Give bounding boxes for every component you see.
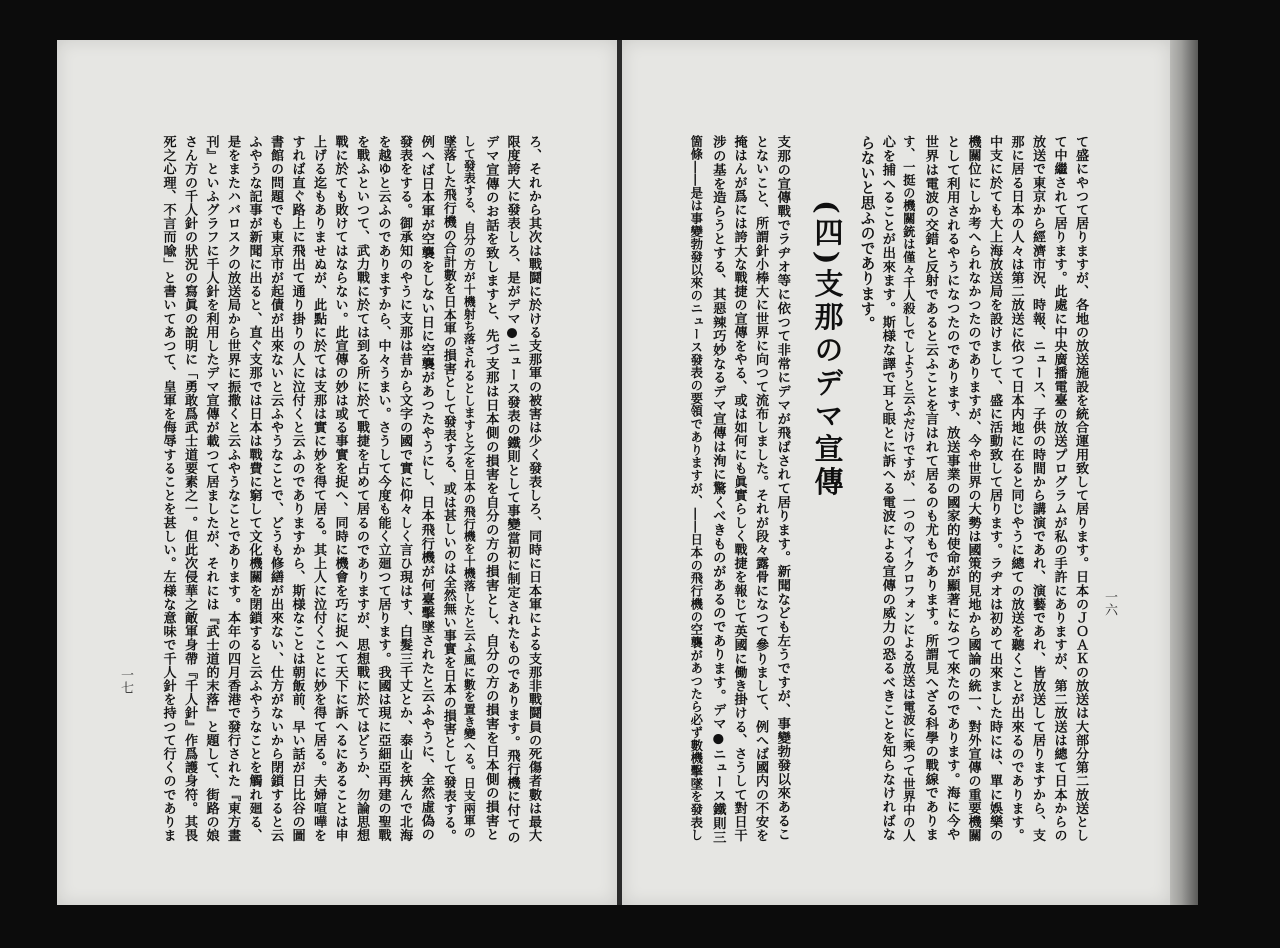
text-line: 世界は電波の交錯と反射であると云ふことを言はれて居るのも尤もであります。所謂見へざる科學の戰線でありま	[922, 135, 939, 842]
text-line: 那に居る日本の人々は第二放送に依つて日本内地に在ると同じやうに總ての放送を聽くことが出來るのであります。	[1008, 135, 1024, 843]
text-line: さん方の千人針の狀況の寫眞の說明に「勇敢爲武士道要素之一。但此次侵華之敵軍身帶『千人針』作爲護身符。其畏	[182, 135, 198, 843]
text-line: 死之心理、不言而喩」と書いてあつて、皇軍を侮辱することを甚しい。左様な意味で千人針を持つて行くのでありま	[160, 135, 176, 843]
right-page-number: 一六	[1102, 590, 1117, 616]
text-line: 墜落した飛行機の合計數を日本軍の損害として發表する、或は甚しいのは全然無い事實を日本の損害として發表する。	[440, 135, 456, 843]
text-line: 掩はんが爲には誇大な戰捷の宣傳をやる、或は如何にも眞實らしく戰捷を報じて英國に働き掛ける、さうして對日干	[731, 135, 747, 843]
text-line: 限度誇大に發表しろ、是がデマ●ニュース發表の鐵則として事變當初に制定されたものであります。飛行機に付ての	[504, 135, 520, 845]
text-line: ろ、それから其次は戰鬪に於ける支那軍の被害は少く發表しろ、同時に日本軍による支那非戰鬪員の死傷者數は最大	[526, 135, 542, 843]
text-line: て中繼されて居ります。此處に中央廣播電臺の放送プログラムが私の手許にありますが、第二放送は總て日本からの	[1051, 135, 1067, 843]
text-line: 書館の問題でも東京市が起債が出來ないと云ふやうなことで、どうも修繕が出來ない、仕方がないから閉鎖すると云	[268, 135, 284, 843]
text-line: 例へば日本軍が空襲をしない日に空襲があつたやうにし、日本飛行機が何臺擊墜されたと云ふやうに、全然虛偽の	[418, 135, 435, 842]
text-line: 上げる迄もありませぬが、此點に於ては支那は實に妙を得て居る。其上人に泣付くことに妙を得て居る。夫婦喧嘩を	[311, 135, 327, 843]
text-line: 支那の宣傳戰でラヂオ等に依つて非常にデマが飛ばされて居ります。新聞なども左うですが、事變勃發以來あるこ	[774, 135, 791, 842]
text-line: デマ宣傳のお話を致しますと、先づ支那は日本側の損害を自分の方の損害とし、自分の方の損害を日本側の損害と	[483, 135, 500, 842]
text-line: す、一挺の機關銃は僅々千人殺しでしようと云ふだけですが、一つのマイクロフォンによる放送は電波に乘つて世界中の人	[901, 135, 917, 842]
text-line: 中支に於ても大上海放送局を設けまして、盛に活動致して居ります。ラヂオは初めて出來ました時には、單に娛樂の	[987, 135, 1003, 843]
text-line: として利用されるやうになつたのであります、放送事業の國家的使命が顯著になつて來たのであります。海に今や	[944, 135, 961, 842]
text-line: すれば直ぐ路上に飛出て通り掛りの人に泣付くと云ふのでありますから、斯様なことは朝飯前、早い話が日比谷の圖	[289, 135, 305, 843]
text-line: して發表する、自分の方が十機射ち落されるとしますと之を日本の飛行機を十機落したと云ふ風に數を置き變へる。日支兩軍の	[462, 135, 477, 839]
text-line: 心を捕へることが出來ます。斯様な譯で耳と眼とに訴へる電波による宣傳の威力の恐るべきことを知らなければな	[879, 135, 896, 842]
text-line: 是をまたハバロスクの放送局から世界に振撒くと云ふやうなことであります。本年の四月香港で發行された『東方畫	[225, 135, 241, 843]
text-line: ふやうな記事が新聞に出ると、直ぐ支那では日本は戰費に窮して文化機關を閉鎖すると云ふやうなことを觸れ廻る、	[246, 135, 262, 843]
text-line: て盛にやつて居りますが、各地の放送施設を統合運用致して居ります。日本のＪＯＡＫの放送は大部分第二放送とし	[1073, 135, 1089, 843]
left-page-number: 一七	[118, 668, 133, 694]
text-line: 刊』といふグラフに千人針を利用したデマ宣傳が載つて居ましたが、それには『武士道的末落』と題して、街路の娘	[203, 135, 219, 843]
text-line: 機關位にしか考へられなかつたのでありますが、今や世界の大勢は國策的見地から國論の統一、對外宣傳の重要機關	[965, 135, 981, 843]
text-line: 戰に於ても敗けてはならない。此宣傳の妙は或る事實を捉へ、同時に機會を巧に捉へて天下に訴へるにあることは申	[332, 135, 348, 843]
text-line: を戰ふといつて、武力戰に於ては到る所に於て戰捷を占めて居るのでありますが、思想戰に於てはどうか、勿論思想	[354, 135, 370, 843]
text-line: らないと思ふのであります。	[858, 135, 876, 332]
page-edge-shadow	[1170, 40, 1198, 905]
text-line: 發表をする。御承知のやうに支那は昔から文字の國で實に仰々しく言ひ現はす、白髮三千丈とか、泰山を挾んで北海	[397, 135, 413, 843]
text-line: を越ゆと云ふのでありますから、中々うまい。さうして今度も能く立廻つて居ります。我國は現に亞細亞再建の聖戰	[375, 135, 391, 843]
text-line: 箇條――是は事變勃發以來のニュース發表の要領でありますが、――日本の飛行機の空襲があつたら必ず數機擊墜を發表し	[688, 135, 704, 842]
section-heading: (四)支那のデマ宣傳	[810, 200, 845, 500]
text-line: 放送で東京から經濟市況、時報、ニュース、子供の時間から講演であれ、演藝であれ、皆放送して居りますから、支	[1030, 135, 1046, 843]
text-line: 涉の基を造らうとする、其惡辣巧妙なるデマ宣傳は洵に驚くべきものがあるのであります。デマ●ニュース鐵則三	[710, 135, 727, 844]
text-line: とないこと、所謂針小棒大に世界に向つて流布しました。それが段々露骨になつて參りまして、例へば國内の不安を	[753, 135, 769, 843]
